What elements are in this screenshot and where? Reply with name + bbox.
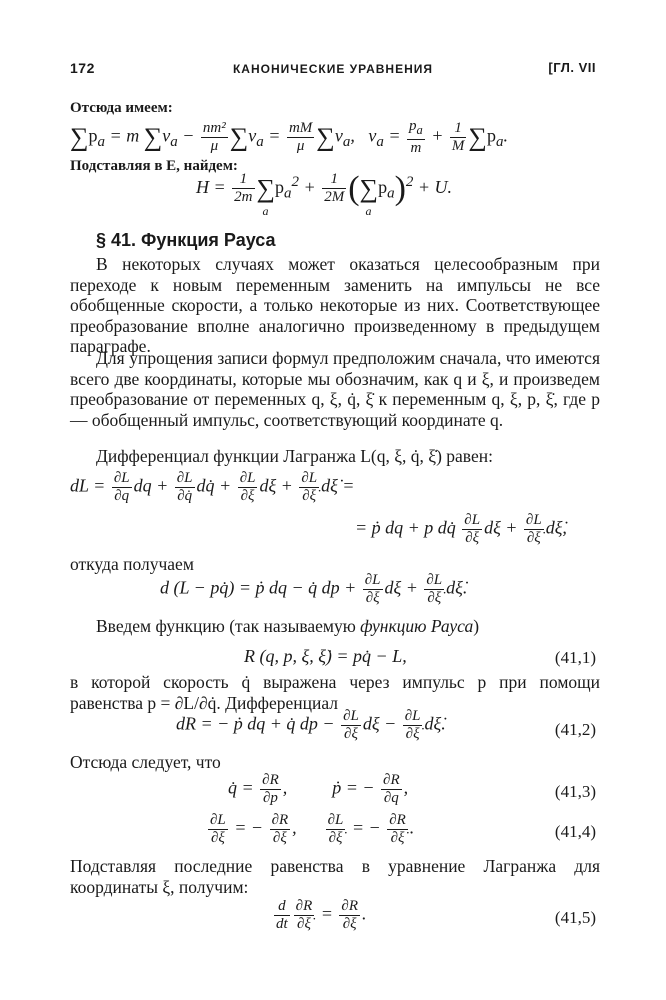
equation-dL-2: = ṗ dq + p dq̇ $\frac{\partial L}{\partial\xi}$ dξ + $\frac{\partial L}{\partial\xi̇}$ dξ̇, bbox=[355, 512, 567, 546]
equation-hamilton-qp: q̇ = $\frac{\partial R}{\partial p}$ , ṗ = − $\frac{\partial R}{\partial q}$ , bbox=[228, 772, 409, 806]
intro-otsyuda: Отсюда имеем: bbox=[70, 100, 173, 116]
equation-dL-1: dL = $\frac{\partial L}{\partial q}$ dq + $\frac{\partial L}{\partial q̇}$ dq̇ + $\frac{\partial L}{\partial\xi}$ dξ + $\frac{\partial L}{\partial\xi̇}$ dξ̇ = bbox=[70, 470, 355, 504]
paragraph-1: В некоторых случаях может оказаться целесообразным при переходе к новым переменным заменить на импульсы не все обобщенные скорости, а только некоторые из них. Соответствующее преобразование вполне аналогично произведенному в предыдущем параграфе. bbox=[70, 254, 600, 356]
eqnum-41-5: (41,5) bbox=[554, 908, 596, 927]
paragraph-5-c: ) bbox=[473, 616, 480, 636]
eqnum-41-3: (41,3) bbox=[554, 782, 596, 801]
intro-podstavlyaya: Подставляя в E, найдем: bbox=[70, 158, 238, 174]
paragraph-3: Дифференциал функции Лагранжа L(q, ξ, q̇, ξ̇) равен: bbox=[96, 446, 493, 466]
equation-routh-lagrange: $\frac{d}{dt}$ $\frac{\partial R}{\partial\xi̇}$ = $\frac{\partial R}{\partial\xi}$ . bbox=[276, 898, 367, 932]
equation-partials-xi: $\frac{\partial L}{\partial\xi}$ = − $\frac{\partial R}{\partial\xi}$ , $\frac{\partial L}{\partial\xi̇}$ = − $\frac{\partial R}{\partial\xi̇}$ . bbox=[210, 812, 415, 846]
equation-hamiltonian: H = $\frac{1}{2m}$ ∑ a $p_a^2$ + $\frac{1}{2M}$ (∑ a $p_a)^2 + U$. bbox=[196, 170, 453, 218]
paragraph-5-term: функцию Рауса bbox=[360, 616, 474, 636]
running-title: КАНОНИЧЕСКИЕ УРАВНЕНИЯ bbox=[232, 62, 433, 76]
eqnum-41-1: (41,1) bbox=[554, 648, 596, 667]
equation-momentum-sum: $\sum p_a = m$ $\sum v_a$ − $\frac{\text{nm²}}{\mu}$ $\sum v_a$ = $\frac{mM}{\mu}$ $\sum v_a$, $v_a$ = $\frac{p_a}{m}$ + $\frac{1}{M}$ $\sum p_a$. bbox=[70, 118, 508, 156]
equation-routhian: R (q, p, ξ, ξ̇) = pq̇ − L, bbox=[244, 646, 407, 666]
paragraph-8: Подставляя последние равенства в уравнение Лагранжа для координаты ξ, получим: bbox=[70, 856, 600, 897]
paragraph-4: откуда получаем bbox=[70, 554, 194, 574]
equation-dR: dR = − ṗ dq + q̇ dp − $\frac{\partial L}{\partial\xi}$ dξ − $\frac{\partial L}{\partial\xi̇}$ dξ̇. bbox=[176, 708, 446, 742]
paragraph-2: Для упрощения записи формул предположим сначала, что имеются всего две координаты, которые мы обозначим, как q и ξ, и произведем преобразование от переменных q, ξ, q̇, ξ̇ к переменным q, ξ, p, ξ̇, где p — обобщенный импульс, соответствующий координате q. bbox=[70, 348, 600, 430]
paragraph-6: в которой скорость q̇ выражена через импульс p при помощи равенства p = ∂L/∂q̇. Дифференциал bbox=[70, 672, 600, 713]
paragraph-5 bbox=[96, 616, 479, 637]
section-title: § 41. Функция Рауса bbox=[96, 230, 276, 250]
eqnum-41-4: (41,4) bbox=[554, 822, 596, 841]
eqnum-41-2: (41,2) bbox=[554, 720, 596, 739]
paragraph-7: Отсюда следует, что bbox=[70, 752, 221, 772]
page-number: 172 bbox=[70, 60, 95, 76]
paragraph-5-a: Введем функцию (так называемую bbox=[96, 616, 361, 636]
chapter-label: [ГЛ. VII bbox=[548, 60, 596, 75]
equation-dL-pq: d (L − pq̇) = ṗ dq − q̇ dp + $\frac{\partial L}{\partial\xi}$ dξ + $\frac{\partial L}{\partial\xi̇}$ dξ̇. bbox=[160, 572, 468, 606]
